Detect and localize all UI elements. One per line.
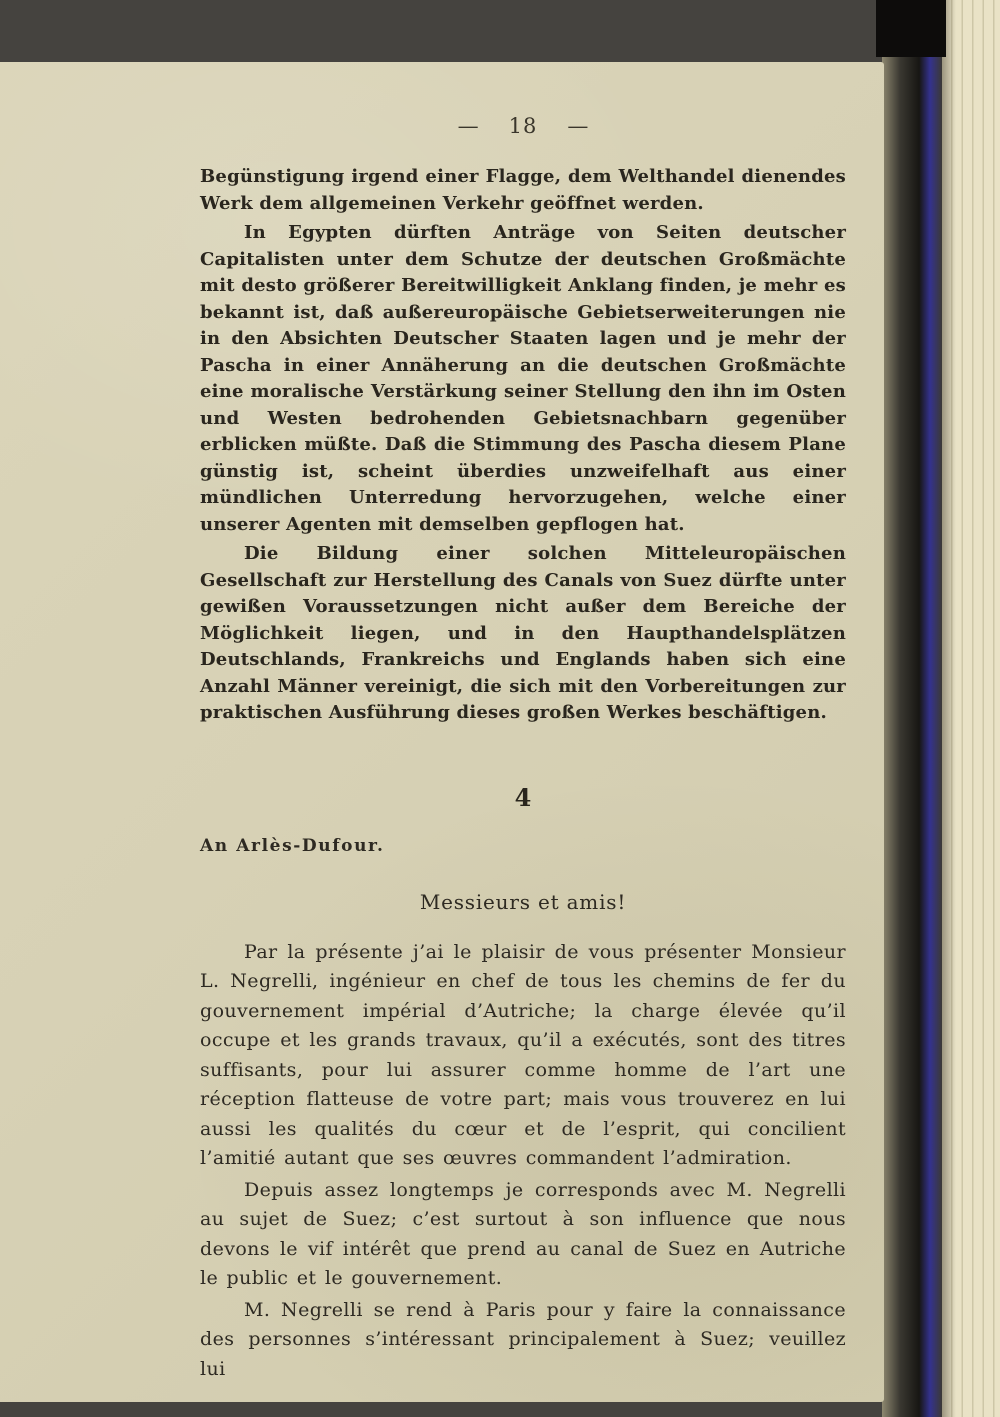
letter-salutation: Messieurs et amis! — [419, 889, 627, 914]
page-gutter-shadow — [882, 0, 942, 1417]
book-cover-corner — [876, 0, 946, 57]
book-page — [0, 62, 884, 1402]
german-text-block — [200, 164, 846, 727]
german-paragraph: In Egypten dürften Anträge von Seiten deutscher Capitalisten unter dem Schutze der deutschen Großmächte mit desto größerer Bereitwilligkeit Anklang finden, je mehr es bekannt ist, daß außereuropäische Gebietserweiterungen nie in den Absichten Deutscher Staaten lagen und je mehr der Pascha in einer Annäherung an die deutschen Großmächte eine moralische Verstärkung seiner Stellung den ihn im Osten und Westen bedrohenden Gebietsnachbarn gegenüber erblicken müßte. Daß die Stimmung des Pascha diesem Plane günstig ist, scheint überdies unzweifelhaft aus einer mündlichen Unterredung hervorzugehen, welche einer unserer Agenten mit demselben gepflogen hat. — [200, 222, 846, 535]
page-content — [0, 62, 884, 1384]
french-text-block — [200, 938, 846, 1385]
letter-addressee: An Arlès-Dufour. — [200, 835, 385, 856]
page-number — [200, 114, 846, 138]
french-paragraph: Depuis assez longtemps je corresponds avec M. Negrelli au sujet de Suez; c’est surtout à son influence que nous devons le vif intérêt que prend au canal de Suez en Autriche le public et le gouvernement. — [200, 1178, 846, 1289]
adjacent-page-edge — [942, 0, 1000, 1417]
german-paragraph: Die Bildung einer solchen Mitteleuropäischen Gesellschaft zur Herstellung des Canals von Suez dürfte unter gewißen Voraussetzungen nicht außer dem Bereiche der Möglichkeit liegen, und in den Haupthandelsplätzen Deutschlands, Frankreichs und Englands haben sich eine Anzahl Männer vereinigt, die sich mit den Vorbereitungen zur praktischen Ausführung dieses großen Werkes beschäftigen. — [200, 543, 846, 723]
german-paragraph: Begünstigung irgend einer Flagge, dem Welthandel dienendes Werk dem allgemeinen Verkehr geöffnet werden. — [200, 166, 846, 214]
page-number-dash-left: — — [457, 114, 479, 138]
french-paragraph: Par la présente j’ai le plaisir de vous présenter Monsieur L. Negrelli, ingénieur en chef de tous les chemins de fer du gouvernement impérial d’Autriche; la charge élevée qu’il occupe et les grands travaux, qu’il a exécutés, sont des titres suffisants, pour lui assurer comme homme de l’art une réception flatteuse de votre part; mais vous trouverez en lui aussi les qualités du cœur et de l’esprit, qui concilient l’amitié autant que ses œuvres commandent l’admiration. — [200, 940, 846, 1169]
page-number-dash-right: — — [567, 114, 589, 138]
french-paragraph: M. Negrelli se rend à Paris pour y faire la connaissance des personnes s’intéressant principalement à Suez; veuillez lui — [200, 1298, 846, 1380]
page-number-value: 18 — [508, 114, 538, 138]
letter-section-number: 4 — [514, 782, 532, 812]
